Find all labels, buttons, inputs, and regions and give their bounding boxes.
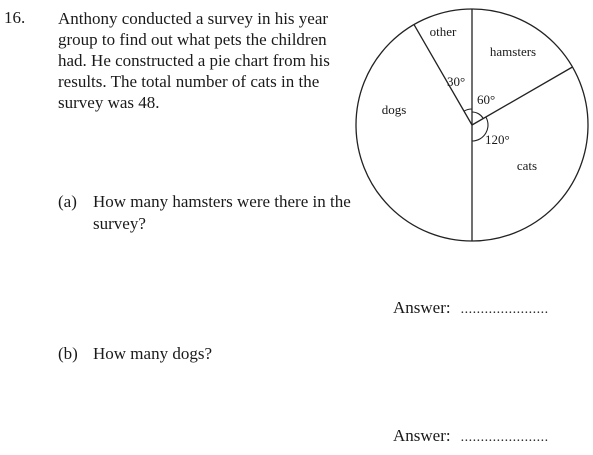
slice-label-hamsters: hamsters — [489, 44, 537, 59]
angle-arc-hamsters — [472, 112, 483, 119]
part-a-text: How many hamsters were there in the survey? — [93, 192, 351, 233]
angle-label-other: 30° — [447, 74, 466, 89]
part-b-label: (b) — [58, 344, 78, 363]
part-b-text: How many dogs? — [93, 344, 212, 363]
angle-label-cats: 120° — [485, 132, 510, 147]
answer-b-label: Answer: — [393, 426, 451, 445]
question-intro: Anthony conducted a survey in his year group to find out what pets the children had. He constructed a pie chart from his results. The total number of cats in the survey was 48. — [58, 9, 330, 112]
angle-label-hamsters: 60° — [477, 92, 496, 107]
angle-arc-other — [464, 109, 472, 111]
part-a-label: (a) — [58, 192, 77, 211]
answer-a-label: Answer: — [393, 298, 451, 317]
slice-label-cats: cats — [516, 158, 538, 173]
pie-chart — [350, 6, 590, 246]
slice-label-other: other — [429, 24, 457, 39]
question-number: 16. — [4, 8, 26, 27]
slice-label-dogs: dogs — [381, 102, 407, 117]
answer-b-blank[interactable]: ...................... — [460, 430, 549, 445]
answer-a-blank[interactable]: ...................... — [460, 302, 549, 317]
answer-b — [393, 426, 549, 446]
answer-a — [393, 298, 549, 318]
